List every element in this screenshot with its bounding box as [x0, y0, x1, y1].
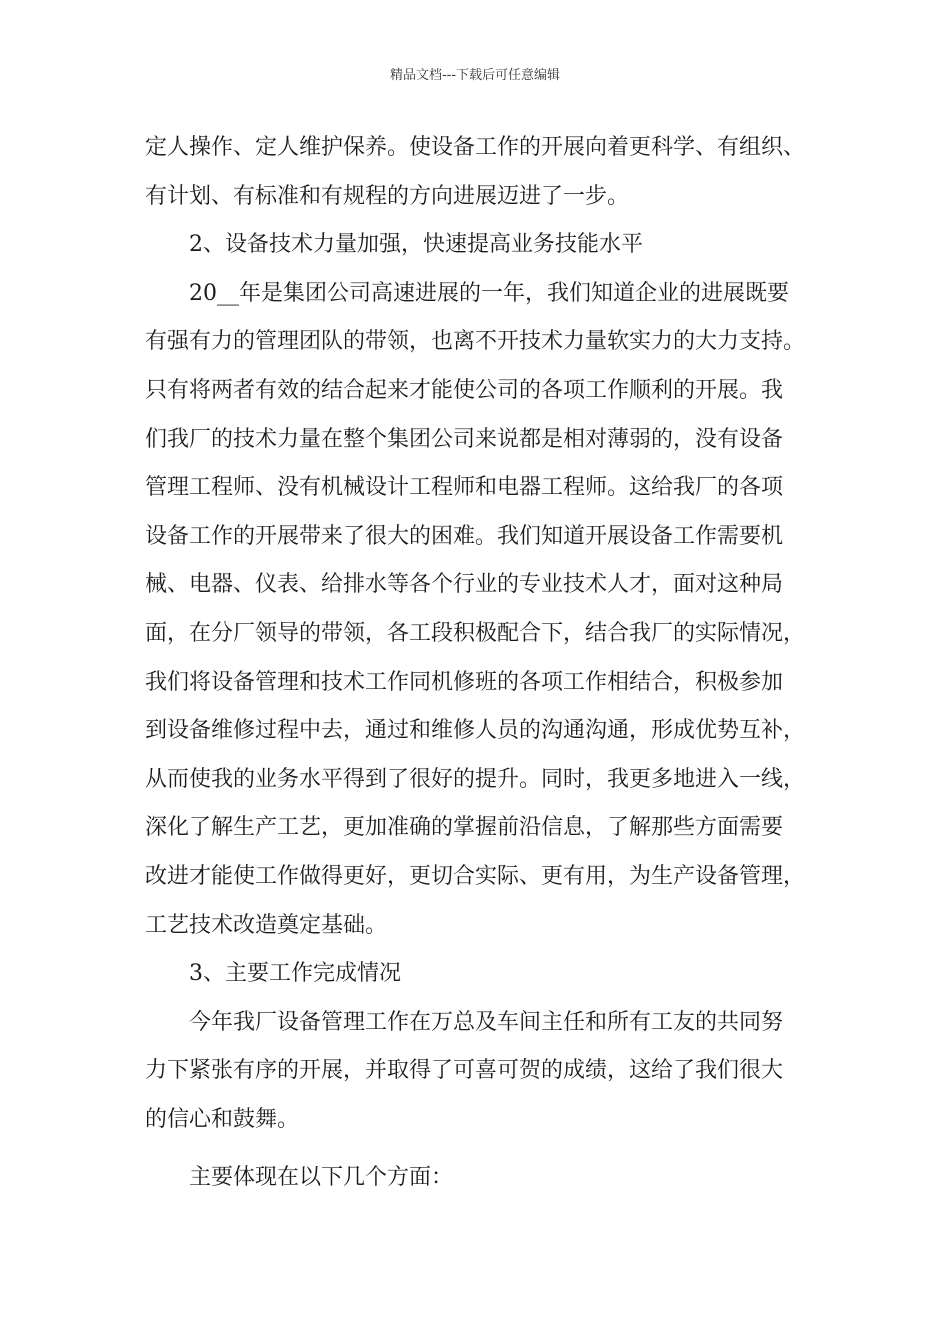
- paragraph-line: 主要体现在以下几个方面：: [189, 1165, 454, 1191]
- paragraph-line: 们我厂的技术力量在整个集团公司来说都是相对薄弱的，没有设备: [145, 426, 784, 452]
- paragraph-line: 工艺技术改造奠定基础。: [145, 912, 388, 938]
- page-header: 精品文档---下载后可任意编辑: [389, 68, 561, 83]
- paragraph-line: 设备工作的开展带来了很大的困难。我们知道开展设备工作需要机: [145, 523, 784, 549]
- section-heading: 3、主要工作完成情况: [189, 961, 401, 987]
- paragraph-line: 深化了解生产工艺，更加准确的掌握前沿信息，了解那些方面需要: [145, 815, 784, 841]
- paragraph-line: 20__年是集团公司高速进展的一年，我们知道企业的进展既要: [189, 280, 789, 306]
- paragraph-line: 有计划、有标准和有规程的方向进展迈进了一步。: [145, 183, 630, 209]
- document-body: [145, 124, 825, 1203]
- paragraph-line: 的信心和鼓舞。: [145, 1106, 300, 1132]
- paragraph-line: 只有将两者有效的结合起来才能使公司的各项工作顺利的开展。我: [145, 377, 784, 403]
- paragraph-line: 今年我厂设备管理工作在万总及车间主任和所有工友的共同努: [189, 1009, 784, 1035]
- paragraph-line: 力下紧张有序的开展，并取得了可喜可贺的成绩，这给了我们很大: [145, 1058, 784, 1084]
- paragraph-line: 到设备维修过程中去，通过和维修人员的沟通沟通，形成优势互补，: [145, 718, 806, 744]
- paragraph-line: 械、电器、仪表、给排水等各个行业的专业技术人才，面对这种局: [145, 572, 784, 598]
- paragraph-gap: [145, 1144, 825, 1154]
- paragraph-line: 我们将设备管理和技术工作同机修班的各项工作相结合，积极参加: [145, 669, 784, 695]
- paragraph-line: 面，在分厂领导的带领，各工段积极配合下，结合我厂的实际情况，: [145, 620, 806, 646]
- paragraph-line: 改进才能使工作做得更好，更切合实际、更有用，为生产设备管理，: [145, 863, 806, 889]
- paragraph-line: 从而使我的业务水平得到了很好的提升。同时，我更多地进入一线，: [145, 766, 806, 792]
- paragraph-line: 定人操作、定人维护保养。使设备工作的开展向着更科学、有组织、: [145, 135, 806, 160]
- paragraph-line: 管理工程师、没有机械设计工程师和电器工程师。这给我厂的各项: [145, 475, 784, 501]
- section-heading: 2、设备技术力量加强，快速提高业务技能水平: [189, 232, 643, 258]
- paragraph-line: 有强有力的管理团队的带领，也离不开技术力量软实力的大力支持。: [145, 329, 806, 355]
